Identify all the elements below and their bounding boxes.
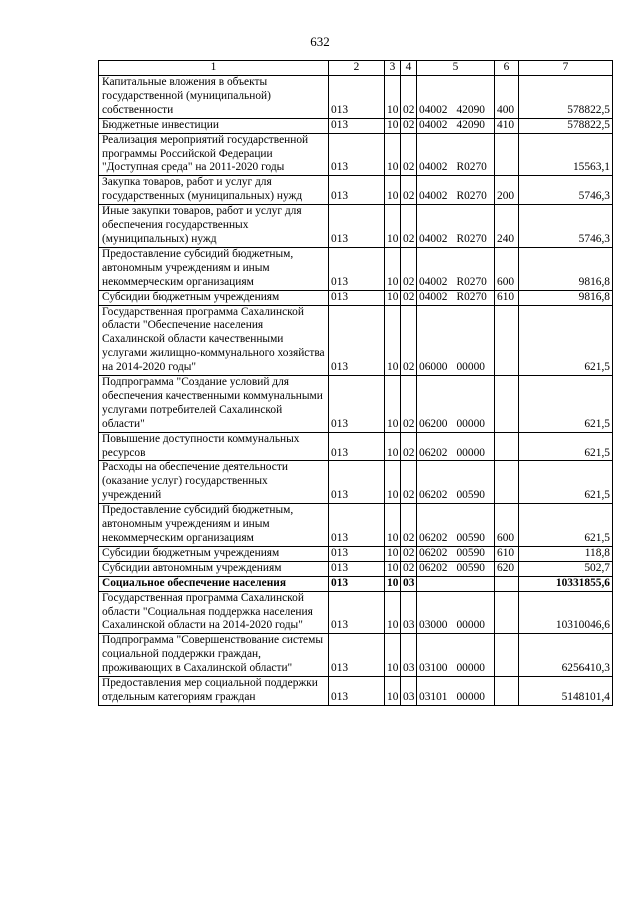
row-name-cell: Подпрограмма "Совершенствование системы социальной поддержки граждан, проживающих в Сахалинской области": [99, 634, 329, 677]
table-row: [99, 504, 613, 547]
section-cell: 10: [385, 546, 401, 561]
row-name-cell: Предоставление субсидий бюджетным, автономным учреждениям и иным некоммерческим организациям: [99, 247, 329, 290]
subsection-cell: 03: [401, 576, 417, 591]
target-article-direction-part: R0270: [456, 190, 487, 203]
amount-cell: 621,5: [519, 461, 613, 504]
amount-cell: 578822,5: [519, 118, 613, 133]
target-article-program-part: 06202: [419, 561, 448, 574]
column-header: 6: [495, 61, 519, 76]
table-row: [99, 576, 613, 591]
ministry-code-cell: 013: [329, 205, 385, 248]
table-row: [99, 305, 613, 376]
ministry-code-cell: 013: [329, 591, 385, 634]
expense-type-cell: 610: [495, 546, 519, 561]
ministry-code-cell: 013: [329, 561, 385, 576]
amount-cell: 5148101,4: [519, 677, 613, 706]
target-article-program-part: 06202: [419, 489, 448, 502]
table-row: [99, 677, 613, 706]
row-name-cell: Иные закупки товаров, работ и услуг для обеспечения государственных (муниципальных) нужд: [99, 205, 329, 248]
target-article-direction-part: 00000: [456, 361, 485, 374]
subsection-cell: 03: [401, 591, 417, 634]
ministry-code-cell: 013: [329, 118, 385, 133]
ministry-code-cell: 013: [329, 634, 385, 677]
subsection-cell: 02: [401, 76, 417, 119]
target-article-program-part: 06000: [419, 361, 448, 374]
table-row: [99, 461, 613, 504]
target-article-cell: [417, 677, 495, 706]
expense-type-cell: 620: [495, 561, 519, 576]
table-header-row: [99, 61, 613, 76]
section-cell: 10: [385, 461, 401, 504]
target-article-direction-part: 00000: [456, 619, 485, 632]
table-row: [99, 546, 613, 561]
subsection-cell: 03: [401, 634, 417, 677]
target-article-cell: [417, 461, 495, 504]
ministry-code-cell: 013: [329, 76, 385, 119]
row-name-cell: Закупка товаров, работ и услуг для государственных (муниципальных) нужд: [99, 176, 329, 205]
target-article-program-part: 06202: [419, 446, 448, 459]
target-article-cell: [417, 176, 495, 205]
expense-type-cell: [495, 432, 519, 461]
target-article-direction-part: R0270: [456, 232, 487, 245]
target-article-direction-part: R0270: [456, 161, 487, 174]
amount-cell: 10310046,6: [519, 591, 613, 634]
row-name-cell: Предоставления мер социальной поддержки отдельным категориям граждан: [99, 677, 329, 706]
subsection-cell: 02: [401, 546, 417, 561]
subsection-cell: 02: [401, 118, 417, 133]
table-row: [99, 376, 613, 433]
column-header: 4: [401, 61, 417, 76]
amount-cell: 502,7: [519, 561, 613, 576]
target-article-cell: [417, 591, 495, 634]
table-row: [99, 176, 613, 205]
amount-cell: 6256410,3: [519, 634, 613, 677]
ministry-code-cell: 013: [329, 461, 385, 504]
row-name-cell: Субсидии автономным учреждениям: [99, 561, 329, 576]
row-name-cell: Повышение доступности коммунальных ресурсов: [99, 432, 329, 461]
ministry-code-cell: 013: [329, 290, 385, 305]
section-cell: 10: [385, 76, 401, 119]
subsection-cell: 02: [401, 432, 417, 461]
expense-type-cell: [495, 461, 519, 504]
target-article-cell: [417, 376, 495, 433]
expense-type-cell: 600: [495, 247, 519, 290]
target-article-cell: [417, 634, 495, 677]
target-article-program-part: 03101: [419, 690, 448, 703]
target-article-direction-part: 42090: [456, 103, 485, 116]
target-article-cell: [417, 576, 495, 591]
section-cell: 10: [385, 504, 401, 547]
target-article-program-part: 03000: [419, 619, 448, 632]
table-row: [99, 205, 613, 248]
row-name-cell: Государственная программа Сахалинской области "Социальная поддержка населения Сахалинской области на 2014-2020 годы": [99, 591, 329, 634]
ministry-code-cell: 013: [329, 247, 385, 290]
row-name-cell: Бюджетные инвестиции: [99, 118, 329, 133]
target-article-direction-part: 00590: [456, 546, 485, 559]
expense-type-cell: 600: [495, 504, 519, 547]
column-header: 5: [417, 61, 495, 76]
target-article-program-part: 06200: [419, 417, 448, 430]
target-article-program-part: 04002: [419, 232, 448, 245]
amount-cell: 9816,8: [519, 290, 613, 305]
section-cell: 10: [385, 376, 401, 433]
column-header: 1: [99, 61, 329, 76]
row-name-cell: Социальное обеспечение населения: [99, 576, 329, 591]
target-article-program-part: 06202: [419, 532, 448, 544]
amount-cell: 5746,3: [519, 176, 613, 205]
amount-cell: 621,5: [519, 376, 613, 433]
target-article-direction-part: 00000: [456, 690, 485, 703]
target-article-program-part: 04002: [419, 290, 448, 303]
section-cell: 10: [385, 677, 401, 706]
section-cell: 10: [385, 290, 401, 305]
section-cell: 10: [385, 432, 401, 461]
amount-cell: 578822,5: [519, 76, 613, 119]
column-header: 3: [385, 61, 401, 76]
expense-type-cell: [495, 376, 519, 433]
target-article-cell: [417, 432, 495, 461]
subsection-cell: 02: [401, 247, 417, 290]
target-article-cell: [417, 504, 495, 547]
table-row: [99, 118, 613, 133]
target-article-direction-part: 00000: [456, 417, 485, 430]
row-name-cell: Расходы на обеспечение деятельности (оказание услуг) государственных учреждений: [99, 461, 329, 504]
row-name-cell: Субсидии бюджетным учреждениям: [99, 290, 329, 305]
target-article-direction-part: R0270: [456, 275, 487, 288]
target-article-cell: [417, 561, 495, 576]
table-row: [99, 561, 613, 576]
subsection-cell: 02: [401, 461, 417, 504]
subsection-cell: 02: [401, 205, 417, 248]
expense-type-cell: [495, 133, 519, 176]
target-article-cell: [417, 247, 495, 290]
ministry-code-cell: 013: [329, 576, 385, 591]
page-number: 632: [310, 34, 330, 49]
section-cell: 10: [385, 247, 401, 290]
target-article-cell: [417, 133, 495, 176]
subsection-cell: 02: [401, 290, 417, 305]
expense-type-cell: [495, 591, 519, 634]
target-article-cell: [417, 76, 495, 119]
expense-type-cell: [495, 634, 519, 677]
target-article-cell: [417, 205, 495, 248]
target-article-direction-part: 42090: [456, 118, 485, 131]
column-header: 7: [519, 61, 613, 76]
row-name-cell: Субсидии бюджетным учреждениям: [99, 546, 329, 561]
expense-type-cell: 240: [495, 205, 519, 248]
expense-type-cell: 400: [495, 76, 519, 119]
section-cell: 10: [385, 591, 401, 634]
amount-cell: 15563,1: [519, 133, 613, 176]
target-article-direction-part: 00000: [456, 446, 485, 459]
target-article-program-part: 04002: [419, 190, 448, 203]
amount-cell: 5746,3: [519, 205, 613, 248]
amount-cell: 621,5: [519, 432, 613, 461]
amount-cell: 10331855,6: [519, 576, 613, 591]
ministry-code-cell: 013: [329, 133, 385, 176]
target-article-direction-part: 00590: [456, 532, 485, 544]
ministry-code-cell: 013: [329, 305, 385, 376]
target-article-cell: [417, 546, 495, 561]
section-cell: 10: [385, 561, 401, 576]
table-row: [99, 591, 613, 634]
target-article-program-part: 04002: [419, 118, 448, 131]
table-row: [99, 634, 613, 677]
amount-cell: 9816,8: [519, 247, 613, 290]
row-name-cell: Подпрограмма "Создание условий для обеспечения качественными коммунальными услугами потребителей Сахалинской области": [99, 376, 329, 433]
column-header: 2: [329, 61, 385, 76]
ministry-code-cell: 013: [329, 432, 385, 461]
subsection-cell: 02: [401, 305, 417, 376]
section-cell: 10: [385, 205, 401, 248]
subsection-cell: 02: [401, 376, 417, 433]
target-article-program-part: 04002: [419, 161, 448, 174]
expense-type-cell: 200: [495, 176, 519, 205]
table-row: [99, 76, 613, 119]
row-name-cell: Государственная программа Сахалинской области "Обеспечение населения Сахалинской области качественными услугами жилищно-коммунального хозяйства на 2014-2020 годы": [99, 305, 329, 376]
target-article-program-part: 03100: [419, 662, 448, 675]
target-article-program-part: 04002: [419, 103, 448, 116]
amount-cell: 118,8: [519, 546, 613, 561]
ministry-code-cell: 013: [329, 376, 385, 433]
target-article-cell: [417, 118, 495, 133]
expense-type-cell: 410: [495, 118, 519, 133]
subsection-cell: 03: [401, 677, 417, 706]
section-cell: 10: [385, 576, 401, 591]
row-name-cell: Реализация мероприятий государственной программы Российской Федерации "Доступная среда" на 2011-2020 годы: [99, 133, 329, 176]
amount-cell: 621,5: [519, 305, 613, 376]
ministry-code-cell: 013: [329, 677, 385, 706]
table-row: [99, 432, 613, 461]
section-cell: 10: [385, 634, 401, 677]
target-article-direction-part: 00000: [456, 662, 485, 675]
section-cell: 10: [385, 118, 401, 133]
target-article-cell: [417, 305, 495, 376]
row-name-cell: Капитальные вложения в объекты государственной (муниципальной) собственности: [99, 76, 329, 119]
ministry-code-cell: 013: [329, 176, 385, 205]
target-article-cell: [417, 290, 495, 305]
row-name-cell: Предоставление субсидий бюджетным, автономным учреждениям и иным некоммерческим организациям: [99, 504, 329, 547]
section-cell: 10: [385, 133, 401, 176]
budget-table: [98, 60, 613, 706]
expense-type-cell: [495, 677, 519, 706]
target-article-direction-part: R0270: [456, 290, 487, 303]
target-article-program-part: 06202: [419, 546, 448, 559]
target-article-direction-part: 00590: [456, 489, 485, 502]
section-cell: 10: [385, 305, 401, 376]
expense-type-cell: [495, 305, 519, 376]
table-row: [99, 133, 613, 176]
ministry-code-cell: 013: [329, 546, 385, 561]
target-article-program-part: 04002: [419, 275, 448, 288]
amount-cell: 621,5: [519, 504, 613, 547]
ministry-code-cell: 013: [329, 504, 385, 547]
expense-type-cell: 610: [495, 290, 519, 305]
subsection-cell: 02: [401, 133, 417, 176]
target-article-direction-part: 00590: [456, 561, 485, 574]
subsection-cell: 02: [401, 561, 417, 576]
expense-type-cell: [495, 576, 519, 591]
section-cell: 10: [385, 176, 401, 205]
subsection-cell: 02: [401, 504, 417, 547]
subsection-cell: 02: [401, 176, 417, 205]
table-row: [99, 247, 613, 290]
table-row: [99, 290, 613, 305]
